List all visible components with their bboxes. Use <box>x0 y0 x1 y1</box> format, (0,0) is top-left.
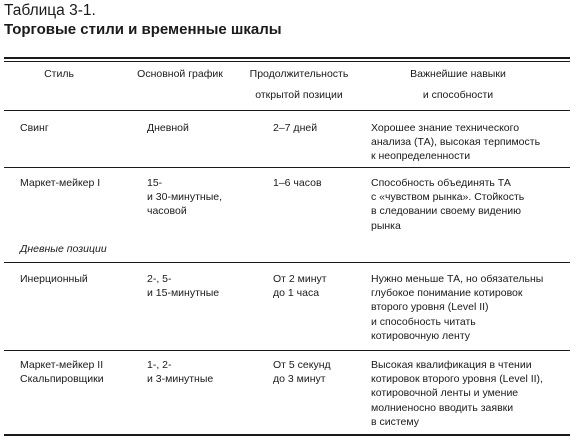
cell-duration: 2–7 дней <box>273 122 318 134</box>
cell-skills: Высокая квалификация в чтении котировок второго уровня (Level II), котировочной ленты и умение молниеносно вводить заявки в систему <box>371 359 543 428</box>
header-duration: Продолжительность открытой позиции <box>249 68 349 101</box>
top-rule <box>4 57 570 59</box>
row-divider <box>4 167 570 168</box>
header-style: Стиль <box>44 68 74 80</box>
cell-chart: 1-, 2- и 3-минутные <box>147 359 214 386</box>
cell-duration: От 2 минут до 1 часа <box>273 273 327 300</box>
header-rule <box>4 110 570 111</box>
top-rule-thin <box>4 61 570 62</box>
row-divider <box>4 262 570 263</box>
cell-chart: 15- и 30-минутные, часовой <box>147 177 223 218</box>
table-number: Таблица 3-1. <box>4 2 96 19</box>
row-divider <box>4 350 570 351</box>
cell-style: Маркет-мейкер II Скальпировщики <box>20 359 104 386</box>
cell-skills: Хорошее знание технического анализа (ТА), высокая терпимость к неопределенности <box>371 122 541 163</box>
section-label: Дневные позиции <box>20 243 107 255</box>
cell-style: Маркет-мейкер I <box>20 177 101 189</box>
cell-chart: Дневной <box>147 122 189 134</box>
cell-duration: От 5 секунд до 3 минут <box>273 359 331 386</box>
cell-skills: Нужно меньше ТА, но обязательны глубокое понимание котировок второго уровня (Level II) и способность читать котировочную ленту <box>371 273 544 342</box>
cell-chart: 2-, 5- и 15-минутные <box>147 273 220 300</box>
bottom-rule <box>4 434 570 436</box>
header-skills: Важнейшие навыки и способности <box>410 68 506 101</box>
cell-duration: 1–6 часов <box>273 177 322 189</box>
header-chart: Основной график <box>137 68 223 80</box>
cell-style: Инерционный <box>20 273 88 285</box>
table-caption: Торговые стили и временные шкалы <box>4 21 282 38</box>
cell-style: Свинг <box>20 122 49 134</box>
cell-skills: Способность объединять ТА с «чувством рынка». Стойкость в следовании своему видению рынка <box>371 177 525 232</box>
